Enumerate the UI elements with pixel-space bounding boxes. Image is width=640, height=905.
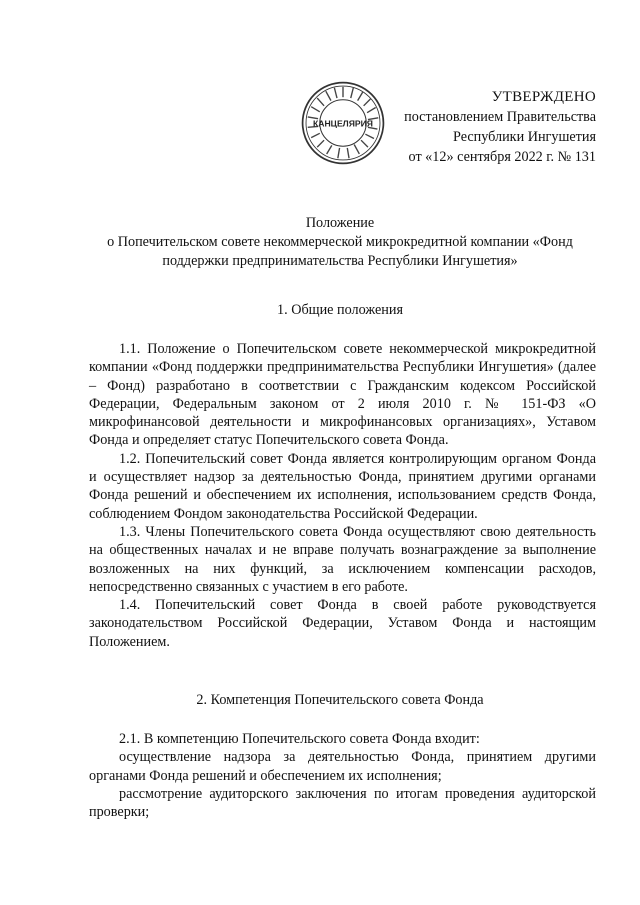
section-1-heading: 1. Общие положения	[277, 302, 403, 318]
approval-line-2: Республики Ингушетия	[452, 129, 596, 145]
paragraph-2-item-2: рассмотрение аудиторского заключения по итогам проведения аудиторской проверки;	[89, 785, 596, 821]
paragraph-2-1: 2.1. В компетенцию Попечительского совета Фонда входит:	[119, 731, 480, 747]
paragraph-1-1: 1.1. Положение о Попечительском совете некоммерческой микрокредитной компании «Фонд поддержки предпринимательства Республики Ингушетия» (далее – Фонд) разработано в соответствии с Гражданским кодексом Российской Федерации, Федеральным законом от 2 июля 2010 г. № 151-ФЗ «О микрофинансовой деятельности и микрофинансовых организациях», Уставом Фонда и определяет статус Попечительского совета Фонда.	[89, 341, 596, 449]
approval-head: УТВЕРЖДЕНО	[491, 89, 596, 105]
paragraph-1-2: 1.2. Попечительский совет Фонда является контролирующим органом Фонда и осуществляет надзор за деятельностью Фонда, принятием другими органами Фонда решений и обеспечением их исполнения, использованием средств Фонда, соблюдением Фондом законодательства Российской Федерации.	[89, 450, 596, 522]
approval-line-3: от «12» сентября 2022 г. № 131	[408, 149, 596, 165]
title-line-2: о Попечительском совете некоммерческой микрокредитной компании «Фонд	[107, 234, 573, 250]
paragraph-1-4: 1.4. Попечительский совет Фонда в своей работе руководствуется законодательством Российской Федерации, Уставом Фонда и настоящим Положением.	[89, 597, 596, 650]
approval-block	[404, 87, 596, 167]
section-2-heading: 2. Компетенция Попечительского совета Фонда	[196, 692, 484, 708]
office-stamp	[300, 80, 386, 166]
document-title	[60, 214, 620, 271]
paragraph-2-item-1: осуществление надзора за деятельностью Фонда, принятием другими органами Фонда решений и обеспечением их исполнения;	[89, 749, 596, 784]
section-1-body	[89, 340, 596, 651]
paragraph-1-3: 1.3. Члены Попечительского совета Фонда осуществляют свою деятельность на общественных началах и не вправе получать вознаграждение за выполнение возложенных на них функций, за исключением компенсации расходов, непосредственно связанных с участием в его работе.	[89, 523, 596, 595]
approval-line-1: постановлением Правительства	[404, 109, 596, 125]
title-line-3: поддержки предпринимательства Республики Ингушетия»	[162, 253, 518, 269]
section-2-body	[89, 730, 596, 821]
stamp-center-text: КАНЦЕЛЯРИЯ	[313, 118, 373, 129]
title-line-1: Положение	[305, 215, 375, 231]
